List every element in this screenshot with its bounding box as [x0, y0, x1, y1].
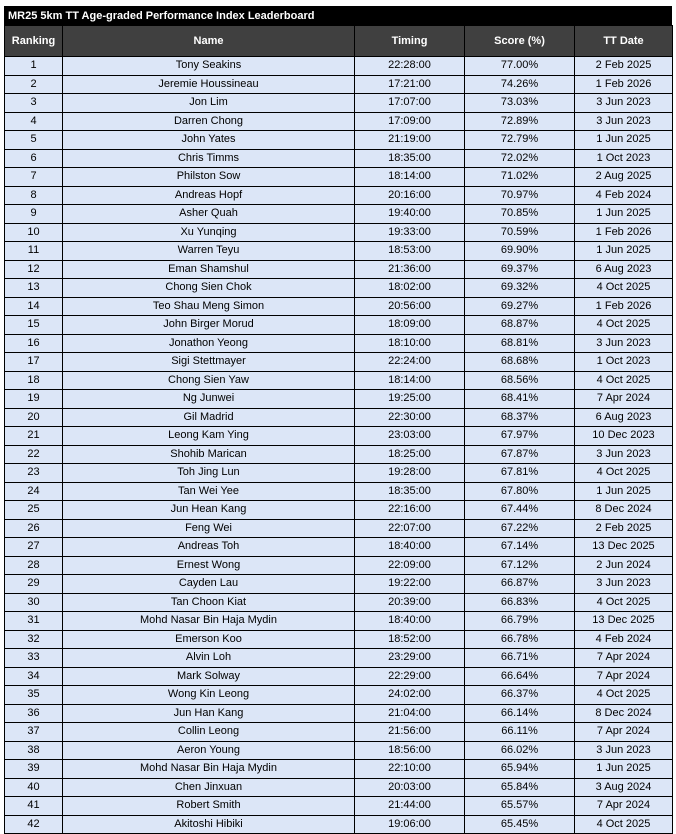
table-row[interactable]: [5, 556, 673, 575]
table-row[interactable]: [5, 334, 673, 353]
cell-score[interactable]: 67.87%: [465, 445, 575, 464]
cell-tt-date[interactable]: 2 Jun 2024: [575, 556, 673, 575]
cell-score[interactable]: 70.97%: [465, 186, 575, 205]
cell-name[interactable]: Philston Sow: [63, 168, 355, 187]
cell-name[interactable]: Feng Wei: [63, 519, 355, 538]
cell-ranking[interactable]: 18: [5, 371, 63, 390]
cell-score[interactable]: 69.37%: [465, 260, 575, 279]
cell-tt-date[interactable]: 7 Apr 2024: [575, 667, 673, 686]
cell-score[interactable]: 69.32%: [465, 279, 575, 298]
cell-tt-date[interactable]: 3 Jun 2023: [575, 112, 673, 131]
table-row[interactable]: [5, 168, 673, 187]
leaderboard-title: MR25 5km TT Age-graded Performance Index Leaderboard: [4, 6, 672, 25]
cell-score[interactable]: 70.85%: [465, 205, 575, 224]
cell-name[interactable]: Gil Madrid: [63, 408, 355, 427]
cell-name[interactable]: Aeron Young: [63, 741, 355, 760]
cell-tt-date[interactable]: 4 Oct 2025: [575, 464, 673, 483]
cell-name[interactable]: Chris Timms: [63, 149, 355, 168]
cell-score[interactable]: 68.37%: [465, 408, 575, 427]
cell-name[interactable]: Sigi Stettmayer: [63, 353, 355, 372]
cell-name[interactable]: Collin Leong: [63, 723, 355, 742]
cell-ranking[interactable]: 12: [5, 260, 63, 279]
cell-tt-date[interactable]: 2 Feb 2025: [575, 519, 673, 538]
cell-ranking[interactable]: 35: [5, 686, 63, 705]
table-row[interactable]: [5, 797, 673, 816]
table-row[interactable]: [5, 186, 673, 205]
cell-name[interactable]: John Birger Morud: [63, 316, 355, 335]
cell-ranking[interactable]: 21: [5, 427, 63, 446]
cell-ranking[interactable]: 5: [5, 131, 63, 150]
column-header-score[interactable]: Score (%): [465, 26, 575, 57]
cell-name[interactable]: Darren Chong: [63, 112, 355, 131]
cell-ranking[interactable]: 11: [5, 242, 63, 261]
cell-name[interactable]: Jun Hean Kang: [63, 501, 355, 520]
table-row[interactable]: [5, 649, 673, 668]
cell-tt-date[interactable]: 8 Dec 2024: [575, 704, 673, 723]
leaderboard-table: [4, 25, 673, 834]
cell-timing[interactable]: 24:02:00: [355, 686, 465, 705]
cell-timing[interactable]: 17:09:00: [355, 112, 465, 131]
cell-ranking[interactable]: 22: [5, 445, 63, 464]
cell-tt-date[interactable]: 4 Oct 2025: [575, 815, 673, 834]
column-header-timing[interactable]: Timing: [355, 26, 465, 57]
cell-name[interactable]: Andreas Toh: [63, 538, 355, 557]
cell-ranking[interactable]: 13: [5, 279, 63, 298]
cell-score[interactable]: 68.87%: [465, 316, 575, 335]
cell-tt-date[interactable]: 7 Apr 2024: [575, 797, 673, 816]
cell-ranking[interactable]: 9: [5, 205, 63, 224]
cell-ranking[interactable]: 7: [5, 168, 63, 187]
cell-tt-date[interactable]: 4 Oct 2025: [575, 686, 673, 705]
cell-score[interactable]: 67.44%: [465, 501, 575, 520]
cell-timing[interactable]: 21:56:00: [355, 723, 465, 742]
cell-tt-date[interactable]: 3 Aug 2024: [575, 778, 673, 797]
cell-name[interactable]: Chong Sien Yaw: [63, 371, 355, 390]
cell-tt-date[interactable]: 10 Dec 2023: [575, 427, 673, 446]
table-row[interactable]: [5, 260, 673, 279]
cell-tt-date[interactable]: 1 Feb 2026: [575, 75, 673, 94]
cell-score[interactable]: 73.03%: [465, 94, 575, 113]
cell-name[interactable]: Mohd Nasar Bin Haja Mydin: [63, 760, 355, 779]
table-row[interactable]: [5, 593, 673, 612]
cell-ranking[interactable]: 2: [5, 75, 63, 94]
cell-ranking[interactable]: 19: [5, 390, 63, 409]
cell-tt-date[interactable]: 6 Aug 2023: [575, 408, 673, 427]
cell-ranking[interactable]: 25: [5, 501, 63, 520]
cell-name[interactable]: Tan Choon Kiat: [63, 593, 355, 612]
cell-timing[interactable]: 18:14:00: [355, 371, 465, 390]
cell-score[interactable]: 66.11%: [465, 723, 575, 742]
table-row[interactable]: [5, 741, 673, 760]
cell-tt-date[interactable]: 2 Feb 2025: [575, 57, 673, 76]
table-row[interactable]: [5, 75, 673, 94]
cell-tt-date[interactable]: 7 Apr 2024: [575, 649, 673, 668]
cell-tt-date[interactable]: 3 Jun 2023: [575, 741, 673, 760]
cell-score[interactable]: 66.02%: [465, 741, 575, 760]
cell-tt-date[interactable]: 13 Dec 2025: [575, 612, 673, 631]
table-row[interactable]: [5, 445, 673, 464]
cell-score[interactable]: 69.27%: [465, 297, 575, 316]
cell-tt-date[interactable]: 4 Oct 2025: [575, 371, 673, 390]
cell-score[interactable]: 66.79%: [465, 612, 575, 631]
cell-ranking[interactable]: 16: [5, 334, 63, 353]
cell-tt-date[interactable]: 4 Feb 2024: [575, 630, 673, 649]
cell-score[interactable]: 67.14%: [465, 538, 575, 557]
cell-name[interactable]: Warren Teyu: [63, 242, 355, 261]
cell-name[interactable]: Akitoshi Hibiki: [63, 815, 355, 834]
cell-name[interactable]: Tony Seakins: [63, 57, 355, 76]
cell-ranking[interactable]: 4: [5, 112, 63, 131]
cell-name[interactable]: Mohd Nasar Bin Haja Mydin: [63, 612, 355, 631]
cell-score[interactable]: 72.02%: [465, 149, 575, 168]
table-row[interactable]: [5, 686, 673, 705]
column-header-tt-date[interactable]: TT Date: [575, 26, 673, 57]
cell-score[interactable]: 68.81%: [465, 334, 575, 353]
cell-tt-date[interactable]: 7 Apr 2024: [575, 723, 673, 742]
cell-ranking[interactable]: 27: [5, 538, 63, 557]
cell-name[interactable]: John Yates: [63, 131, 355, 150]
cell-score[interactable]: 66.78%: [465, 630, 575, 649]
table-row[interactable]: [5, 57, 673, 76]
cell-score[interactable]: 74.26%: [465, 75, 575, 94]
cell-score[interactable]: 67.22%: [465, 519, 575, 538]
cell-score[interactable]: 69.90%: [465, 242, 575, 261]
cell-timing[interactable]: 22:16:00: [355, 501, 465, 520]
table-row[interactable]: [5, 408, 673, 427]
cell-tt-date[interactable]: 1 Jun 2025: [575, 482, 673, 501]
cell-ranking[interactable]: 39: [5, 760, 63, 779]
cell-timing[interactable]: 22:10:00: [355, 760, 465, 779]
table-row[interactable]: [5, 501, 673, 520]
cell-tt-date[interactable]: 1 Oct 2023: [575, 149, 673, 168]
cell-tt-date[interactable]: 1 Jun 2025: [575, 760, 673, 779]
cell-score[interactable]: 66.83%: [465, 593, 575, 612]
cell-name[interactable]: Wong Kin Leong: [63, 686, 355, 705]
cell-ranking[interactable]: 6: [5, 149, 63, 168]
cell-name[interactable]: Andreas Hopf: [63, 186, 355, 205]
table-row[interactable]: [5, 94, 673, 113]
cell-name[interactable]: Cayden Lau: [63, 575, 355, 594]
table-row[interactable]: [5, 112, 673, 131]
cell-score[interactable]: 65.45%: [465, 815, 575, 834]
column-header-name[interactable]: Name: [63, 26, 355, 57]
cell-ranking[interactable]: 36: [5, 704, 63, 723]
cell-score[interactable]: 65.84%: [465, 778, 575, 797]
cell-timing[interactable]: 17:07:00: [355, 94, 465, 113]
table-row[interactable]: [5, 575, 673, 594]
cell-name[interactable]: Alvin Loh: [63, 649, 355, 668]
cell-tt-date[interactable]: 3 Jun 2023: [575, 445, 673, 464]
table-row[interactable]: [5, 371, 673, 390]
cell-score[interactable]: 67.97%: [465, 427, 575, 446]
cell-score[interactable]: 72.89%: [465, 112, 575, 131]
cell-tt-date[interactable]: 3 Jun 2023: [575, 94, 673, 113]
cell-score[interactable]: 67.81%: [465, 464, 575, 483]
cell-timing[interactable]: 19:33:00: [355, 223, 465, 242]
cell-timing[interactable]: 18:52:00: [355, 630, 465, 649]
table-row[interactable]: [5, 390, 673, 409]
cell-ranking[interactable]: 33: [5, 649, 63, 668]
cell-tt-date[interactable]: 4 Oct 2025: [575, 279, 673, 298]
table-row[interactable]: [5, 760, 673, 779]
cell-ranking[interactable]: 30: [5, 593, 63, 612]
cell-tt-date[interactable]: 4 Oct 2025: [575, 593, 673, 612]
cell-name[interactable]: Ng Junwei: [63, 390, 355, 409]
cell-timing[interactable]: 18:35:00: [355, 149, 465, 168]
cell-ranking[interactable]: 8: [5, 186, 63, 205]
cell-score[interactable]: 66.64%: [465, 667, 575, 686]
cell-timing[interactable]: 19:40:00: [355, 205, 465, 224]
cell-tt-date[interactable]: 4 Feb 2024: [575, 186, 673, 205]
cell-timing[interactable]: 22:29:00: [355, 667, 465, 686]
cell-name[interactable]: Ernest Wong: [63, 556, 355, 575]
cell-timing[interactable]: 20:16:00: [355, 186, 465, 205]
cell-ranking[interactable]: 10: [5, 223, 63, 242]
cell-tt-date[interactable]: 1 Feb 2026: [575, 223, 673, 242]
table-row[interactable]: [5, 223, 673, 242]
cell-timing[interactable]: 18:14:00: [355, 168, 465, 187]
cell-name[interactable]: Eman Shamshul: [63, 260, 355, 279]
table-row[interactable]: [5, 667, 673, 686]
cell-ranking[interactable]: 42: [5, 815, 63, 834]
cell-ranking[interactable]: 26: [5, 519, 63, 538]
cell-ranking[interactable]: 28: [5, 556, 63, 575]
cell-timing[interactable]: 17:21:00: [355, 75, 465, 94]
cell-ranking[interactable]: 20: [5, 408, 63, 427]
cell-timing[interactable]: 18:40:00: [355, 538, 465, 557]
cell-tt-date[interactable]: 8 Dec 2024: [575, 501, 673, 520]
table-row[interactable]: [5, 723, 673, 742]
cell-timing[interactable]: 21:19:00: [355, 131, 465, 150]
cell-tt-date[interactable]: 4 Oct 2025: [575, 316, 673, 335]
leaderboard-body: [5, 57, 673, 834]
table-row[interactable]: [5, 149, 673, 168]
cell-score[interactable]: 68.56%: [465, 371, 575, 390]
cell-score[interactable]: 66.71%: [465, 649, 575, 668]
cell-timing[interactable]: 18:40:00: [355, 612, 465, 631]
cell-timing[interactable]: 18:09:00: [355, 316, 465, 335]
cell-timing[interactable]: 18:56:00: [355, 741, 465, 760]
cell-timing[interactable]: 21:04:00: [355, 704, 465, 723]
table-row[interactable]: [5, 279, 673, 298]
cell-ranking[interactable]: 15: [5, 316, 63, 335]
cell-timing[interactable]: 19:28:00: [355, 464, 465, 483]
cell-name[interactable]: Jon Lim: [63, 94, 355, 113]
cell-timing[interactable]: 19:25:00: [355, 390, 465, 409]
cell-score[interactable]: 77.00%: [465, 57, 575, 76]
cell-ranking[interactable]: 34: [5, 667, 63, 686]
cell-score[interactable]: 66.87%: [465, 575, 575, 594]
cell-ranking[interactable]: 1: [5, 57, 63, 76]
cell-score[interactable]: 71.02%: [465, 168, 575, 187]
cell-score[interactable]: 68.68%: [465, 353, 575, 372]
cell-name[interactable]: Chen Jinxuan: [63, 778, 355, 797]
cell-tt-date[interactable]: 1 Jun 2025: [575, 131, 673, 150]
cell-timing[interactable]: 20:56:00: [355, 297, 465, 316]
cell-tt-date[interactable]: 7 Apr 2024: [575, 390, 673, 409]
table-row[interactable]: [5, 519, 673, 538]
table-row[interactable]: [5, 353, 673, 372]
cell-name[interactable]: Chong Sien Chok: [63, 279, 355, 298]
cell-timing[interactable]: 23:29:00: [355, 649, 465, 668]
cell-name[interactable]: Robert Smith: [63, 797, 355, 816]
cell-ranking[interactable]: 38: [5, 741, 63, 760]
cell-name[interactable]: Jeremie Houssineau: [63, 75, 355, 94]
cell-tt-date[interactable]: 13 Dec 2025: [575, 538, 673, 557]
cell-timing[interactable]: 22:07:00: [355, 519, 465, 538]
cell-ranking[interactable]: 3: [5, 94, 63, 113]
table-row[interactable]: [5, 482, 673, 501]
cell-timing[interactable]: 23:03:00: [355, 427, 465, 446]
cell-timing[interactable]: 22:24:00: [355, 353, 465, 372]
cell-ranking[interactable]: 23: [5, 464, 63, 483]
cell-tt-date[interactable]: 1 Jun 2025: [575, 205, 673, 224]
cell-tt-date[interactable]: 1 Jun 2025: [575, 242, 673, 261]
cell-score[interactable]: 65.57%: [465, 797, 575, 816]
cell-tt-date[interactable]: 1 Oct 2023: [575, 353, 673, 372]
leaderboard-sheet: [4, 6, 672, 834]
cell-ranking[interactable]: 37: [5, 723, 63, 742]
cell-ranking[interactable]: 14: [5, 297, 63, 316]
cell-name[interactable]: Mark Solway: [63, 667, 355, 686]
cell-tt-date[interactable]: 3 Jun 2023: [575, 334, 673, 353]
cell-name[interactable]: Emerson Koo: [63, 630, 355, 649]
table-row[interactable]: [5, 297, 673, 316]
cell-name[interactable]: Teo Shau Meng Simon: [63, 297, 355, 316]
cell-ranking[interactable]: 31: [5, 612, 63, 631]
table-row[interactable]: [5, 205, 673, 224]
cell-tt-date[interactable]: 3 Jun 2023: [575, 575, 673, 594]
cell-ranking[interactable]: 29: [5, 575, 63, 594]
cell-timing[interactable]: 18:35:00: [355, 482, 465, 501]
header-row: [5, 26, 673, 57]
cell-timing[interactable]: 22:28:00: [355, 57, 465, 76]
cell-score[interactable]: 68.41%: [465, 390, 575, 409]
table-row[interactable]: [5, 778, 673, 797]
table-row[interactable]: [5, 704, 673, 723]
cell-name[interactable]: Toh Jing Lun: [63, 464, 355, 483]
cell-tt-date[interactable]: 1 Feb 2026: [575, 297, 673, 316]
table-row[interactable]: [5, 464, 673, 483]
cell-score[interactable]: 67.80%: [465, 482, 575, 501]
cell-score[interactable]: 67.12%: [465, 556, 575, 575]
cell-score[interactable]: 72.79%: [465, 131, 575, 150]
cell-timing[interactable]: 18:53:00: [355, 242, 465, 261]
cell-name[interactable]: Tan Wei Yee: [63, 482, 355, 501]
cell-name[interactable]: Jun Han Kang: [63, 704, 355, 723]
cell-timing[interactable]: 18:25:00: [355, 445, 465, 464]
cell-ranking[interactable]: 24: [5, 482, 63, 501]
table-row[interactable]: [5, 316, 673, 335]
cell-name[interactable]: Shohib Marican: [63, 445, 355, 464]
cell-timing[interactable]: 21:44:00: [355, 797, 465, 816]
table-row[interactable]: [5, 242, 673, 261]
cell-timing[interactable]: 20:03:00: [355, 778, 465, 797]
cell-name[interactable]: Asher Quah: [63, 205, 355, 224]
table-row[interactable]: [5, 131, 673, 150]
cell-score[interactable]: 65.94%: [465, 760, 575, 779]
cell-tt-date[interactable]: 2 Aug 2025: [575, 168, 673, 187]
cell-tt-date[interactable]: 6 Aug 2023: [575, 260, 673, 279]
cell-ranking[interactable]: 41: [5, 797, 63, 816]
cell-timing[interactable]: 22:30:00: [355, 408, 465, 427]
cell-ranking[interactable]: 32: [5, 630, 63, 649]
table-row[interactable]: [5, 538, 673, 557]
cell-timing[interactable]: 22:09:00: [355, 556, 465, 575]
cell-timing[interactable]: 19:22:00: [355, 575, 465, 594]
table-row[interactable]: [5, 630, 673, 649]
cell-name[interactable]: Xu Yunqing: [63, 223, 355, 242]
cell-timing[interactable]: 19:06:00: [355, 815, 465, 834]
cell-timing[interactable]: 20:39:00: [355, 593, 465, 612]
cell-name[interactable]: Leong Kam Ying: [63, 427, 355, 446]
table-row[interactable]: [5, 815, 673, 834]
cell-score[interactable]: 66.14%: [465, 704, 575, 723]
cell-timing[interactable]: 21:36:00: [355, 260, 465, 279]
cell-ranking[interactable]: 17: [5, 353, 63, 372]
cell-ranking[interactable]: 40: [5, 778, 63, 797]
table-row[interactable]: [5, 427, 673, 446]
cell-timing[interactable]: 18:10:00: [355, 334, 465, 353]
cell-name[interactable]: Jonathon Yeong: [63, 334, 355, 353]
cell-timing[interactable]: 18:02:00: [355, 279, 465, 298]
table-row[interactable]: [5, 612, 673, 631]
column-header-ranking[interactable]: Ranking: [5, 26, 63, 57]
cell-score[interactable]: 70.59%: [465, 223, 575, 242]
cell-score[interactable]: 66.37%: [465, 686, 575, 705]
